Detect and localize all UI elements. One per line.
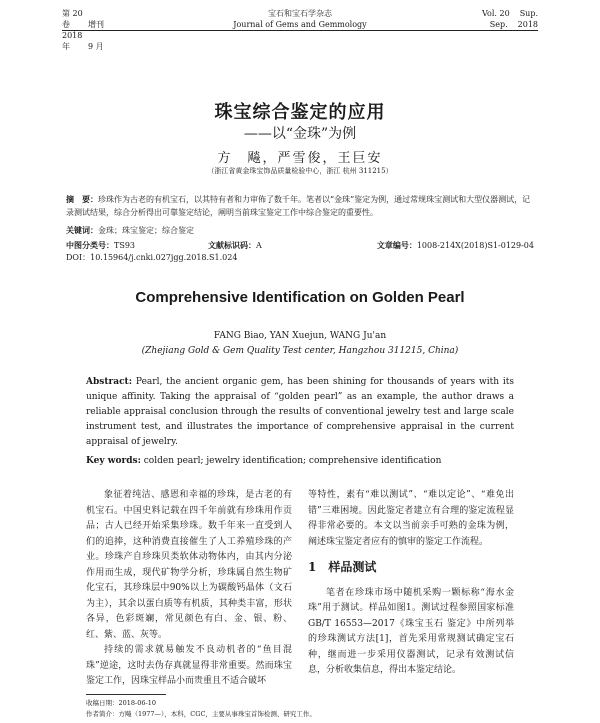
running-header [62, 8, 538, 54]
header-volume-info-en [472, 8, 538, 30]
keywords-cn [66, 225, 534, 236]
footnote-received: 收稿日期：2018-06-10 [86, 699, 156, 707]
body-column-right [308, 488, 514, 679]
section-heading: 1 样品测试 [308, 560, 377, 574]
keywords-en-text: colden pearl; jewelry identification; comprehensive identification [143, 456, 442, 466]
paper-title-cn: 珠宝综合鉴定的应用 [214, 102, 386, 123]
keywords-cn-text: 金珠；珠宝鉴定；综合鉴定 [98, 226, 194, 235]
affiliation-cn: （浙江省黄金珠宝饰品质量检验中心，浙江 杭州 311215） [207, 167, 393, 175]
header-journal [62, 8, 538, 30]
header-month-en: Sep. [489, 20, 508, 29]
keywords-en-label: Key words: [86, 456, 141, 466]
doi: DOI：10.15964/j.cnki.027jgg.2018.S1.024 [66, 253, 238, 262]
body-paragraph: 持续的需求就易触发不良动机者的“鱼目混珠”逆途，这时去伪存真就显得非常重要。然而珠宝鉴定工作，因珠宝样品小而贵重且不适合破坏 [86, 645, 292, 686]
body-paragraph: 等特性，素有“难以测试”、“难以定论”、“难免出错”三难困境。因此鉴定者建立有合理的鉴定流程显得非常必要的。本文以当前亲手可熟的金珠为例，阐述珠宝鉴定者应有的慎审的鉴定工作流程。 [308, 490, 514, 547]
header-rule [62, 30, 538, 31]
header-volume: 第 20 卷 [62, 9, 83, 29]
footnotes [86, 698, 316, 720]
footnote-rule [86, 694, 166, 695]
document-code: 文献标识码：A [208, 240, 262, 250]
keywords-en [86, 456, 514, 466]
authors-en: FANG Biao, YAN Xuejun, WANG Ju'an [213, 331, 387, 341]
header-year: 2018 年 [62, 31, 83, 51]
body-column-left [86, 488, 292, 690]
body-paragraph: 笔者在珍珠市场中随机采购一颗标称“海水金珠”用于测试。样品如图1。测试过程参照国家标准 GB/T 16553—2017《珠宝玉石 鉴定》中所列举的珍珠测试方法[1]，首先采用常规测试确定宝石种，继而进一步采用仪器测试，记录有效测试信息，分析收集信息，得出本鉴定结论。 [308, 587, 514, 675]
journal-name-cn: 宝石和宝石学杂志 [268, 9, 332, 18]
header-vol-en: Vol. 20 [482, 9, 510, 18]
abstract-en [86, 375, 514, 450]
header-month: 9 月 [88, 42, 104, 51]
abstract-cn [66, 193, 534, 219]
journal-name-en: Journal of Gems and Gemmology [233, 20, 367, 29]
header-issue: 增刊 [88, 20, 104, 29]
authors-cn: 方 飚，严雪俊，王巨安 [217, 151, 383, 166]
abstract-cn-text: 珍珠作为古老的有机宝石，以其特有者和力审佈了数千年。笔者以“金珠”鉴定为例，通过常规珠宝测试和大型仪器测试，记录测试结果，综合分析得出可靠鉴定结论，阐明当前珠宝鉴定工作中综合鉴定的重要性。 [66, 195, 531, 217]
header-sup-en: Sup. [519, 9, 538, 18]
clc-number: 中图分类号：TS93 [66, 240, 135, 250]
footnote-author: 作者简介：方飚（1977—），本科，CGC，主要从事珠宝首饰检测、研究工作。 [86, 710, 316, 718]
abstract-cn-label: 摘 要： [66, 194, 98, 204]
abstract-en-label: Abstract: [86, 377, 133, 387]
paper-title-en: Comprehensive Identification on Golden Pearl [135, 289, 465, 306]
paper-subtitle-cn: ——以“金珠”为例 [243, 126, 357, 142]
body-paragraph: 象征着纯洁、感恩和幸福的珍珠，是古老的有机宝石。中国史料记载在四千年前就有珍珠用作贡品；古人已经开始采集珍珠。数千年来一直受到人们的追捧，这种消费直接催生了人工养殖珍珠的产业。珍珠产自珍珠贝类软体动物体内，由其内分泌作用而生成，现代矿物学分析，珍珠属自然生物矿化宝石，其珍珠层中90%以上为碳酸钙晶体（文石为主），其余以蛋白质等有机质，其种类丰富，形状各异，色彩斑斓，常见颜色有白、金、银、粉、红、紫、蓝、灰等。 [86, 490, 292, 640]
header-year-en: 2018 [517, 20, 538, 29]
keywords-cn-label: 关键词： [66, 225, 98, 235]
affiliation-en: (Zhejiang Gold & Gem Quality Test center, Hangzhou 311215, China) [141, 346, 459, 356]
abstract-en-text: Pearl, the ancient organic gem, has been shining for thousands of years with its unique affinity. Taking the appraisal of “golden pearl” as an example, the author draws a reliable appraisal conclusion through the results of conventional jewelry test and large scale instrument test, and illustrates the importance of comprehensive appraisal in the current appraisal of jewelry. [86, 377, 515, 447]
article-number: 文章编号：1008-214X(2018)S1-0129-04 [376, 240, 534, 250]
